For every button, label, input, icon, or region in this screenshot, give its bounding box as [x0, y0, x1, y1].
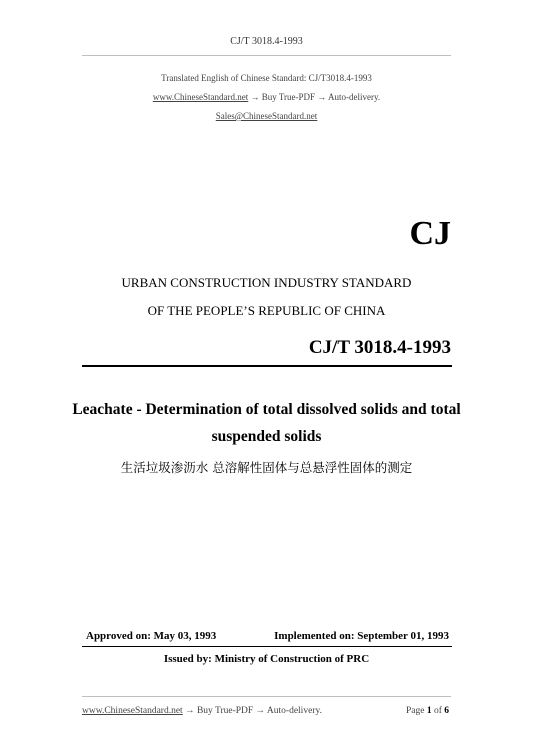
sales-email-link[interactable]: Sales@ChineseStandard.net — [215, 111, 318, 121]
purchase-line — [0, 92, 533, 102]
site-link[interactable]: www.ChineseStandard.net — [152, 92, 249, 102]
page-indicator — [406, 706, 449, 716]
footer-divider — [82, 696, 451, 697]
document-title-line1: Leachate - Determination of total dissolved solids and total — [72, 401, 461, 418]
footer-site-link[interactable]: www.ChineseStandard.net — [82, 706, 183, 716]
implemented-date: Implemented on: September 01, 1993 — [274, 630, 449, 642]
issuing-org-line2: OF THE PEOPLE’S REPUBLIC OF CHINA — [147, 303, 386, 318]
standard-number: CJ/T 3018.4-1993 — [308, 337, 451, 358]
title-divider — [82, 365, 452, 367]
header-divider — [82, 55, 451, 56]
footer-purchase-text: → Buy True-PDF → Auto-delivery. — [182, 706, 322, 716]
page-total: 6 — [444, 706, 449, 716]
page-of: of — [433, 706, 442, 716]
page-current: 1 — [426, 706, 432, 716]
email-line — [0, 111, 533, 121]
running-header: CJ/T 3018.4-1993 — [230, 36, 303, 47]
standard-code: CJ — [409, 215, 451, 252]
issued-by: Issued by: Ministry of Construction of PRC — [163, 653, 370, 665]
issuing-org-line1: URBAN CONSTRUCTION INDUSTRY STANDARD — [121, 275, 412, 290]
document-title-chinese: 生活垃圾渗沥水 总溶解性固体与总悬浮性固体的测定 — [120, 460, 413, 475]
date-divider — [82, 646, 452, 647]
document-title-line2: suspended solids — [211, 428, 322, 445]
approved-date: Approved on: May 03, 1993 — [86, 630, 217, 642]
footer-purchase-line — [82, 706, 322, 716]
translation-notice: Translated English of Chinese Standard: CJ/T3018.4-1993 — [161, 73, 372, 83]
purchase-text: → Buy True-PDF → Auto-delivery. — [248, 92, 381, 102]
page-label: Page — [405, 706, 425, 716]
